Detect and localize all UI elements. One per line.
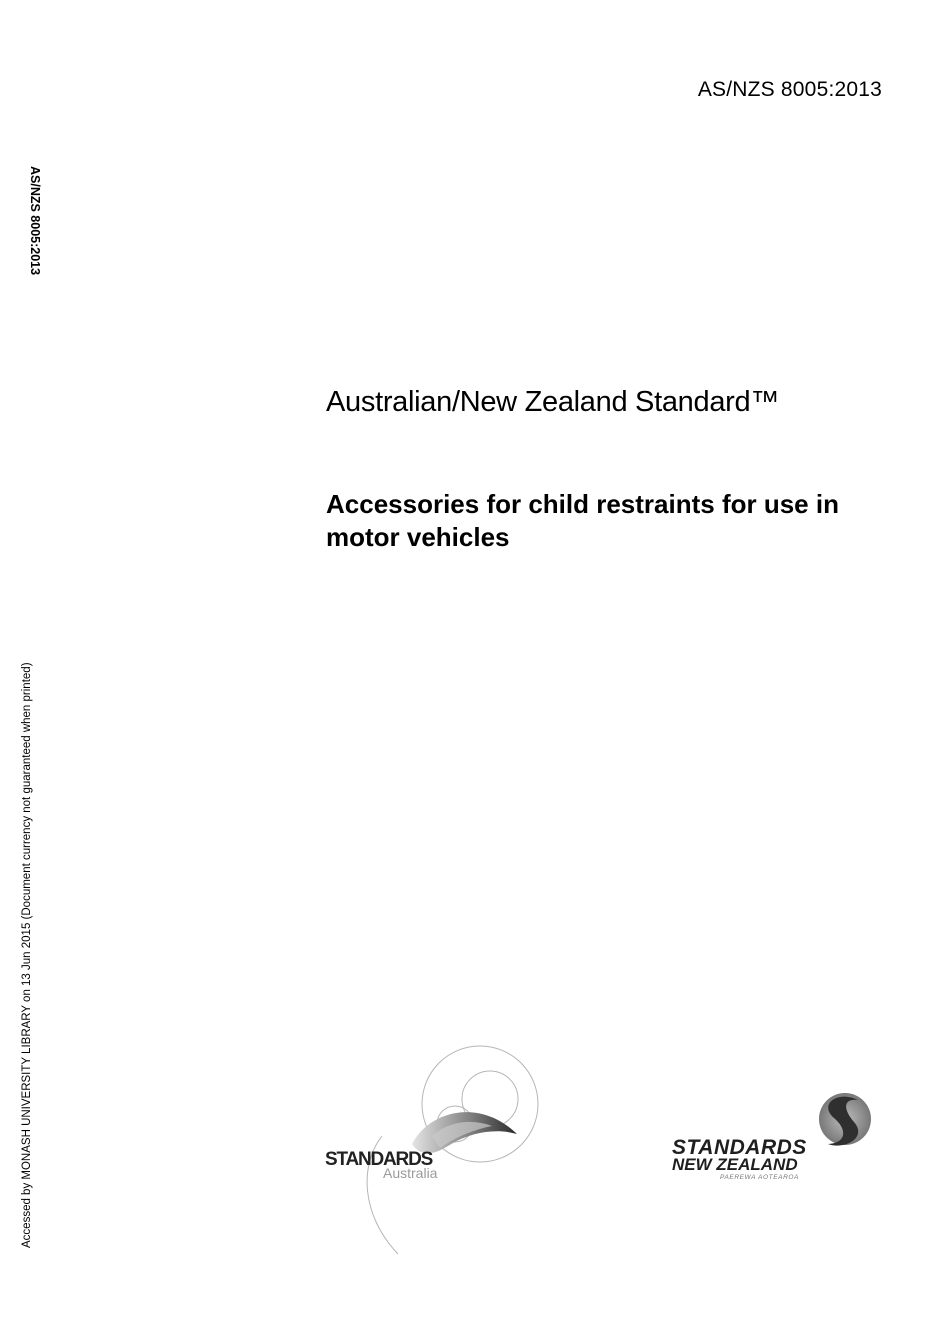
logo-sa-line2: Australia — [383, 1165, 438, 1181]
spine-document-code: AS/NZS 8005:2013 — [28, 166, 42, 276]
standard-kind: Australian/New Zealand Standard™ — [326, 386, 780, 418]
logo-snz-line1: STANDARDS — [672, 1136, 807, 1159]
standard-title: Accessories for child restraints for use in motor vehicles — [326, 489, 839, 552]
standards-new-zealand-logo — [668, 1088, 876, 1183]
document-code-top: AS/NZS 8005:2013 — [697, 78, 882, 101]
logo-snz-line3: PAEREWA AOTEAROA — [720, 1174, 799, 1181]
logo-sa-line1: STANDARDS — [325, 1149, 433, 1170]
logo-snz-line2: NEW ZEALAND — [672, 1155, 798, 1174]
standards-australia-logo — [320, 1044, 540, 1256]
access-note: Accessed by MONASH UNIVERSITY LIBRARY on 13 Jun 2015 (Document currency not guaranteed when printed) — [21, 662, 33, 1248]
